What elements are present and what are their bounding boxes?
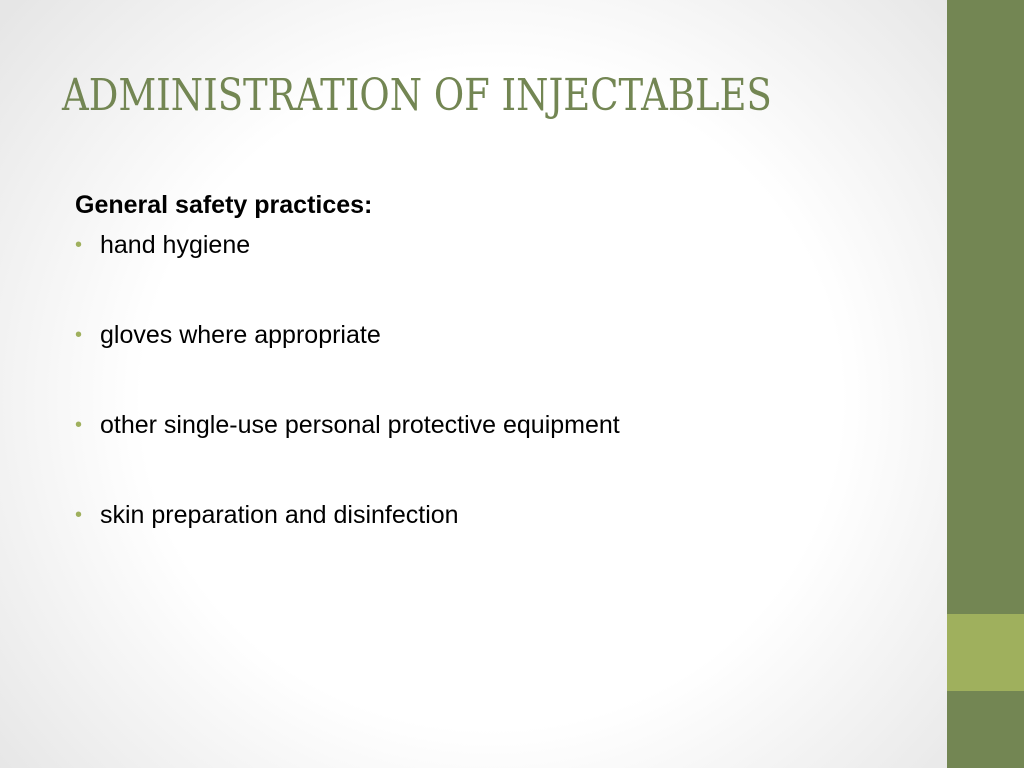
bullet-icon: • xyxy=(75,234,83,256)
side-bar-accent xyxy=(947,614,1024,691)
list-item-text: skin preparation and disinfection xyxy=(100,501,459,529)
slide-title: ADMINISTRATION OF INJECTABLES xyxy=(62,70,772,121)
section-heading: General safety practices: xyxy=(75,191,373,219)
slide-body xyxy=(75,185,915,535)
bullet-icon: • xyxy=(75,414,83,436)
bullet-list xyxy=(75,225,915,535)
list-item-text: hand hygiene xyxy=(100,231,251,259)
list-item xyxy=(75,225,915,265)
list-item xyxy=(75,495,915,535)
bullet-icon: • xyxy=(75,324,83,346)
list-item xyxy=(75,405,915,445)
list-item-text: other single-use personal protective equipment xyxy=(100,411,620,439)
bullet-icon: • xyxy=(75,504,83,526)
list-item xyxy=(75,315,915,355)
list-item-text: gloves where appropriate xyxy=(100,321,381,349)
